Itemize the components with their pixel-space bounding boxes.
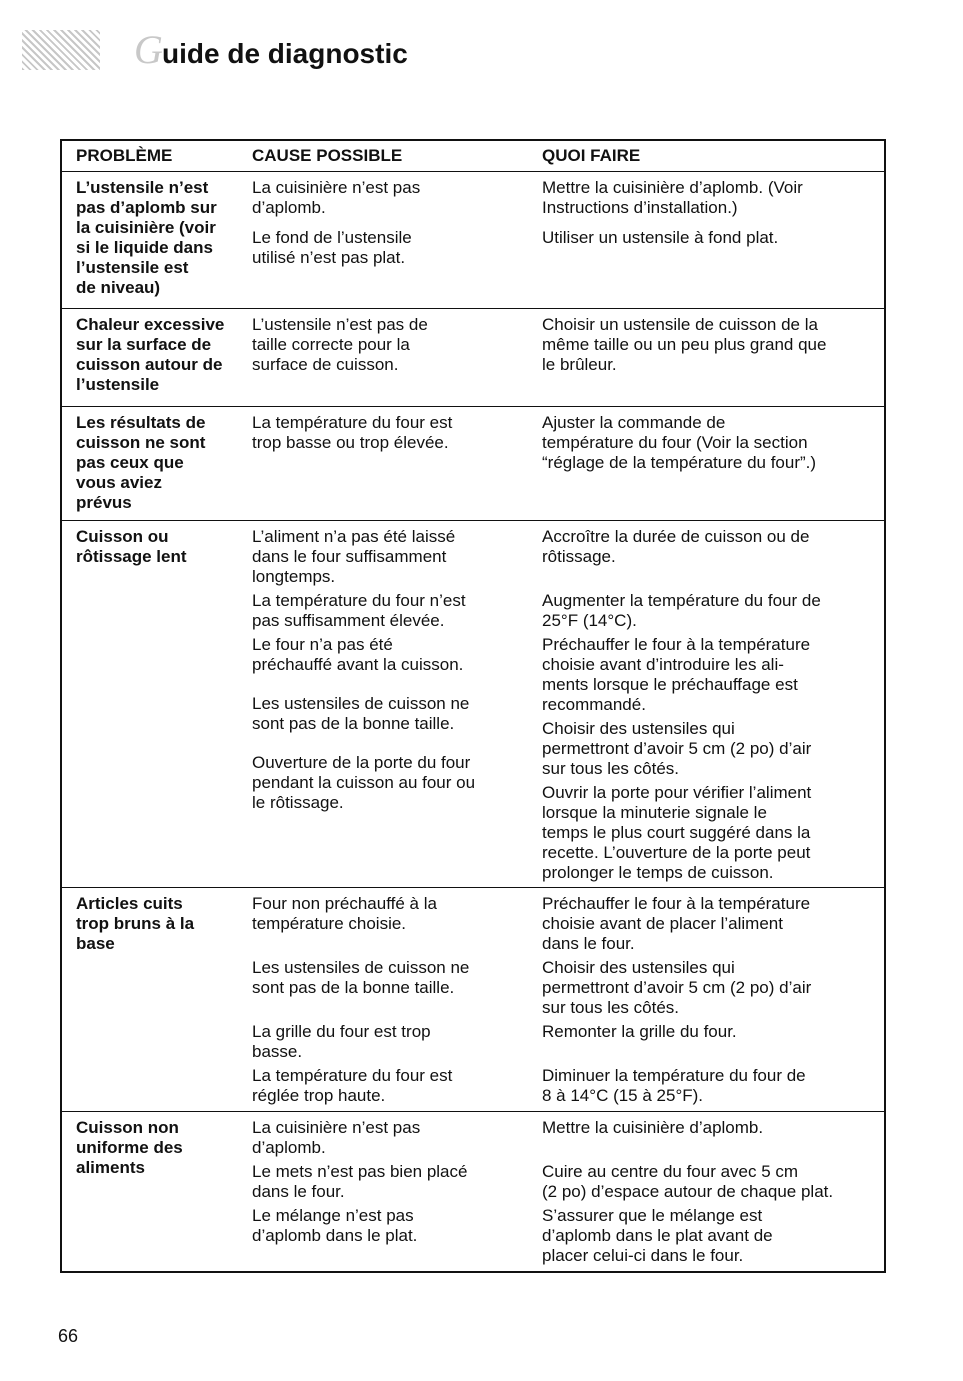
fix-item: Préchauffer le four à la température choisie avant d’introduire les ali- ments lorsque le préchauffage est recommandé.: [542, 635, 811, 714]
fix-item: Ajuster la commande de température du four (Voir la section “réglage de la température du four”.): [542, 413, 817, 472]
problem-cell: Cuisson ou rôtissage lent: [76, 527, 187, 566]
cause-item: L’ustensile n’est pas de taille correcte pour la surface de cuisson.: [252, 315, 428, 374]
fix-item: Diminuer la température du four de 8 à 14°C (15 à 25°F).: [542, 1066, 806, 1105]
fix-item: Accroître la durée de cuisson ou de rôtissage.: [542, 527, 810, 566]
table-header: [62, 141, 884, 172]
cause-item: Les ustensiles de cuisson ne sont pas de la bonne taille.: [252, 694, 470, 733]
cause-item: Ouverture de la porte du four pendant la cuisson au four ou le rôtissage.: [252, 753, 476, 812]
cause-item: La température du four n’est pas suffisamment élevée.: [252, 591, 466, 630]
cause-item: La température du four est trop basse ou trop élevée.: [252, 413, 453, 452]
cause-item: L’aliment n’a pas été laissé dans le four suffisamment longtemps.: [252, 527, 456, 586]
header-problem: PROBLÈME: [76, 146, 173, 165]
cause-item: La cuisinière n’est pas d’aplomb.: [252, 178, 421, 217]
table-row: [62, 407, 884, 521]
diagnostic-table: [60, 139, 886, 1273]
cause-item: La grille du four est trop basse.: [252, 1022, 431, 1061]
cause-cell: [252, 894, 527, 1116]
table-row: [62, 1112, 884, 1273]
page-number: 66: [58, 1326, 79, 1346]
cause-item: Le mélange n’est pas d’aplomb dans le plat.: [252, 1206, 418, 1245]
fix-item: Préchauffer le four à la température choisie avant de placer l’aliment dans le four.: [542, 894, 811, 953]
fix-item: Mettre la cuisinière d’aplomb. (Voir Instructions d’installation.): [542, 178, 803, 217]
cause-item: La température du four est réglée trop haute.: [252, 1066, 453, 1105]
fix-item: Choisir des ustensiles qui permettront d’avoir 5 cm (2 po) d’air sur tous les côtés.: [542, 719, 812, 778]
page-title: uide de diagnostic: [162, 38, 408, 69]
problem-cell: Cuisson non uniforme des aliments: [76, 1118, 183, 1177]
fix-cell: [542, 527, 882, 893]
table-row: [62, 309, 884, 407]
fix-cell: [542, 413, 882, 483]
table-row: [62, 172, 884, 309]
fix-cell: [542, 178, 882, 258]
table-row: [62, 888, 884, 1112]
problem-cell: Articles cuits trop bruns à la base: [76, 894, 195, 953]
header-pattern-graphic: [22, 30, 100, 70]
fix-item: Remonter la grille du four.: [542, 1022, 737, 1041]
fix-cell: [542, 894, 882, 1116]
problem-cell: L’ustensile n’est pas d’aplomb sur la cuisinière (voir si le liquide dans l’ustensile est de niveau): [76, 178, 217, 297]
cause-cell: [252, 527, 527, 823]
fix-item: S’assurer que le mélange est d’aplomb dans le plat avant de placer celui-ci dans le four.: [542, 1206, 773, 1265]
cause-item: Four non préchauffé à la température choisie.: [252, 894, 437, 933]
cause-cell: [252, 413, 527, 463]
problem-cell: Chaleur excessive sur la surface de cuisson autour de l’ustensile: [76, 315, 225, 394]
cause-cell: [252, 178, 527, 278]
cause-item: La cuisinière n’est pas d’aplomb.: [252, 1118, 421, 1157]
fix-item: Utiliser un ustensile à fond plat.: [542, 228, 779, 247]
fix-item: Choisir un ustensile de cuisson de la même taille ou un peu plus grand que le brûleur.: [542, 315, 827, 374]
cause-item: Le four n’a pas été préchauffé avant la cuisson.: [252, 635, 464, 674]
cause-item: Les ustensiles de cuisson ne sont pas de la bonne taille.: [252, 958, 470, 997]
cause-item: Le fond de l’ustensile utilisé n’est pas plat.: [252, 228, 412, 267]
fix-cell: [542, 315, 882, 385]
fix-item: Mettre la cuisinière d’aplomb.: [542, 1118, 764, 1137]
title-initial: G: [134, 27, 163, 72]
fix-item: Choisir des ustensiles qui permettront d’avoir 5 cm (2 po) d’air sur tous les côtés.: [542, 958, 812, 1017]
fix-item: Ouvrir la porte pour vérifier l’aliment lorsque la minuterie signale le temps le plus court suggéré dans la recette. L’ouverture de la porte peut prolonger le temps de cuisson.: [542, 783, 812, 882]
page-header: [22, 22, 622, 82]
fix-item: Cuire au centre du four avec 5 cm (2 po) d’espace autour de chaque plat.: [542, 1162, 834, 1201]
cause-cell: [252, 1118, 527, 1256]
table-row: [62, 521, 884, 888]
cause-item: Le mets n’est pas bien placé dans le four.: [252, 1162, 468, 1201]
header-fix: QUOI FAIRE: [542, 146, 641, 165]
fix-item: Augmenter la température du four de 25°F (14°C).: [542, 591, 821, 630]
problem-cell: Les résultats de cuisson ne sont pas ceux que vous aviez prévus: [76, 413, 206, 512]
cause-cell: [252, 315, 527, 385]
fix-cell: [542, 1118, 882, 1276]
header-cause: CAUSE POSSIBLE: [252, 146, 403, 165]
